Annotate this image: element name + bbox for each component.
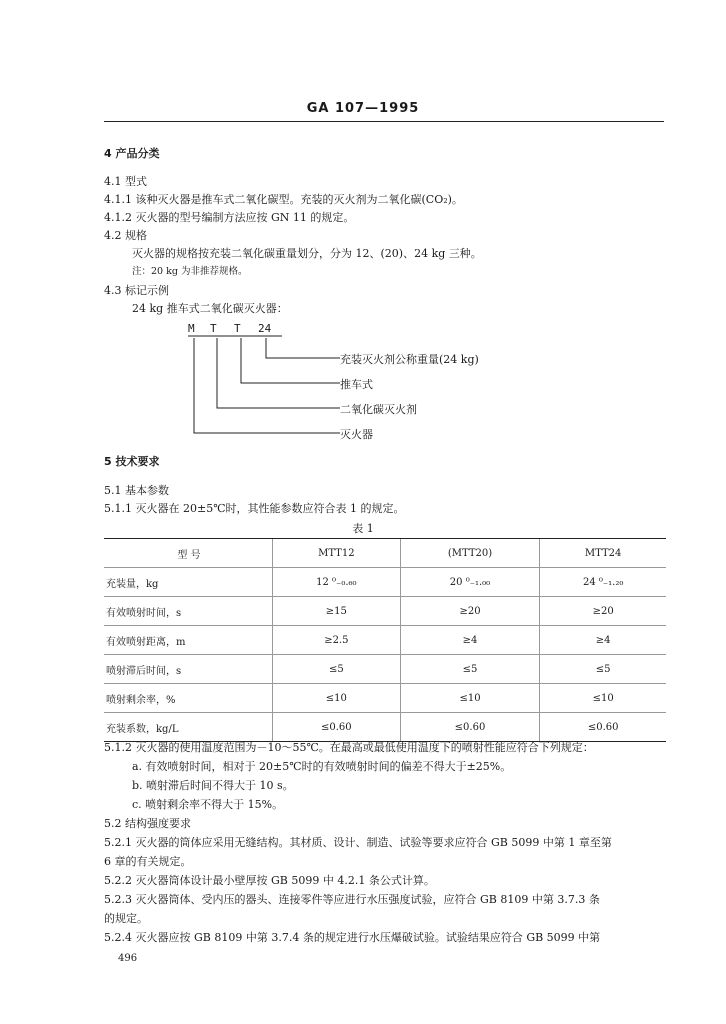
section-5-1-2-a: a. 有效喷射时间，相对于 20±5℃时的有效喷射时间的偏差不得大于±25%。 — [132, 760, 512, 773]
table-cell: 有效喷射时间，s — [104, 597, 273, 626]
code-t1: T — [210, 322, 217, 335]
label-extinguisher: 灭火器 — [340, 428, 373, 441]
table-cell: ≥20 — [540, 597, 666, 626]
section-4-2: 4.2 规格 — [104, 229, 147, 242]
section-5-2-4: 5.2.4 灭火器应按 GB 8109 中第 3.7.4 条的规定进行水压爆破试验。试验结果应符合 GB 5099 中第 — [104, 931, 601, 944]
label-co2: 二氧化碳灭火剂 — [340, 403, 417, 416]
section-5-2-3-line2: 的规定。 — [104, 912, 148, 925]
parameter-table — [104, 538, 666, 742]
table-header-cell: MTT24 — [540, 539, 666, 568]
table-header-cell: 型 号 — [104, 539, 273, 568]
table-header-cell: MTT12 — [273, 539, 401, 568]
table-row — [104, 684, 666, 713]
table-cell: ≥4 — [540, 626, 666, 655]
table-cell: ≥2.5 — [273, 626, 401, 655]
section-4-2-text: 灭火器的规格按充装二氧化碳重量划分，分为 12、(20)、24 kg 三种。 — [132, 247, 482, 260]
section-5-2-2: 5.2.2 灭火器筒体设计最小壁厚按 GB 5099 中 4.2.1 条公式计算。 — [104, 874, 435, 887]
section-4-1: 4.1 型式 — [104, 175, 147, 188]
section-5-1-2-b: b. 喷射滞后时间不得大于 10 s。 — [132, 779, 294, 792]
table-cell: 喷射滞后时间，s — [104, 655, 273, 684]
table-cell: ≤0.60 — [540, 713, 666, 742]
table-cell: 20 ⁰₋₁.₀₀ — [400, 568, 540, 597]
table-cell: ≥4 — [400, 626, 540, 655]
table-cell: ≤0.60 — [273, 713, 401, 742]
section-4-title: 4 产品分类 — [104, 147, 160, 160]
label-weight: 充装灭火剂公称重量(24 kg) — [340, 353, 479, 366]
table-cell: 24 ⁰₋₁.₂₀ — [540, 568, 666, 597]
section-5-1-1: 5.1.1 灭火器在 20±5℃时，其性能参数应符合表 1 的规定。 — [104, 502, 405, 515]
table-row — [104, 597, 666, 626]
table-row — [104, 568, 666, 597]
section-5-2-3-line1: 5.2.3 灭火器筒体、受内压的器头、连接零件等应进行水压强度试验，应符合 GB 8109 中第 3.7.3 条 — [104, 893, 600, 906]
table-cell: ≤5 — [400, 655, 540, 684]
section-4-2-note: 注：20 kg 为非推荐规格。 — [132, 266, 248, 277]
section-4-1-1: 4.1.1 该种灭火器是推车式二氧化碳型。充装的灭火剂为二氧化碳(CO₂)。 — [104, 193, 463, 206]
page-header: GA 107—1995 — [306, 101, 420, 116]
table-cell: 充装量，kg — [104, 568, 273, 597]
table-cell: 12 ⁰₋₀.₆₀ — [273, 568, 401, 597]
table-caption: 表 1 — [352, 522, 374, 535]
table-cell: ≤5 — [273, 655, 401, 684]
section-5-1-2: 5.1.2 灭火器的使用温度范围为－10～55℃。在最高或最低使用温度下的喷射性能应符合下列规定： — [104, 741, 594, 754]
table-cell: ≤10 — [273, 684, 401, 713]
table-cell: 充装系数，kg/L — [104, 713, 273, 742]
table-cell: ≤5 — [540, 655, 666, 684]
section-4-1-2: 4.1.2 灭火器的型号编制方法应按 GN 11 的规定。 — [104, 211, 355, 224]
code-m: M — [188, 322, 195, 335]
section-4-3: 4.3 标记示例 — [104, 284, 169, 297]
table-cell: ≤0.60 — [400, 713, 540, 742]
section-5-2-1-line2: 6 章的有关规定。 — [104, 855, 192, 868]
table-cell: ≤10 — [540, 684, 666, 713]
table-row — [104, 626, 666, 655]
code-w: 24 — [258, 322, 272, 335]
page-number: 496 — [118, 953, 138, 964]
section-5-1: 5.1 基本参数 — [104, 484, 169, 497]
table-row — [104, 655, 666, 684]
table-header-row — [104, 539, 666, 568]
label-cart: 推车式 — [340, 378, 373, 391]
code-t2: T — [234, 322, 241, 335]
section-5-2: 5.2 结构强度要求 — [104, 817, 191, 830]
table-cell: ≤10 — [400, 684, 540, 713]
section-5-1-2-c: c. 喷射剩余率不得大于 15%。 — [132, 798, 284, 811]
section-5-2-1-line1: 5.2.1 灭火器的筒体应采用无缝结构。其材质、设计、制造、试验等要求应符合 GB 5099 中第 1 章至第 — [104, 836, 612, 849]
table-cell: 有效喷射距离，m — [104, 626, 273, 655]
section-4-3-text: 24 kg 推车式二氧化碳灭火器： — [132, 302, 288, 315]
table-header-cell: (MTT20) — [400, 539, 540, 568]
table-cell: ≥15 — [273, 597, 401, 626]
table-row — [104, 713, 666, 742]
section-5-title: 5 技术要求 — [104, 455, 160, 468]
table-cell: ≥20 — [400, 597, 540, 626]
table-cell: 喷射剩余率，% — [104, 684, 273, 713]
